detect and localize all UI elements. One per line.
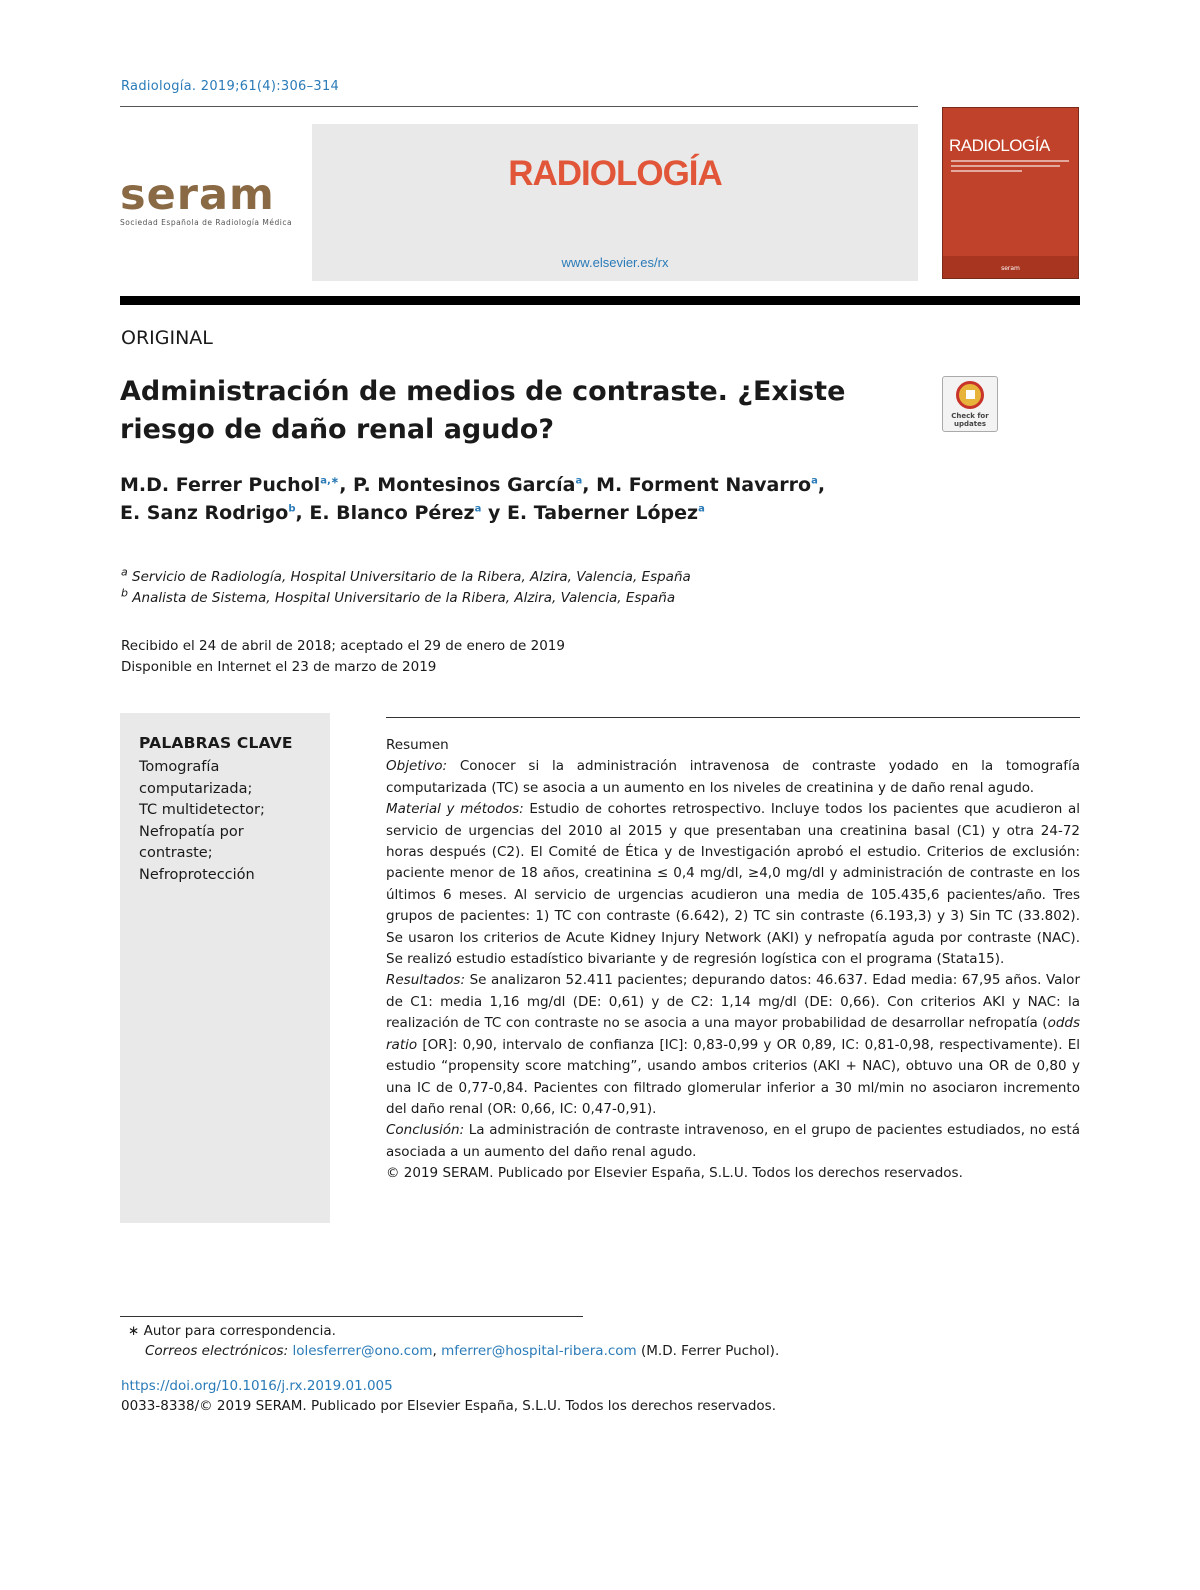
publisher-logo-word: seram: [120, 170, 275, 220]
issn-copyright: 0033-8338/© 2019 SERAM. Publicado por Elsevier España, S.L.U. Todos los derechos reservados.: [121, 1398, 777, 1414]
publisher-logo: [120, 172, 295, 227]
affiliation-item: $^b$ Analista de Sistema, Hospital Universitario de la Ribera, Alzira, Valencia, España: [121, 586, 676, 606]
author-affiliation-mark[interactable]: a: [474, 503, 482, 515]
keywords-list: [139, 757, 265, 886]
author-affiliation-mark[interactable]: a: [698, 503, 705, 515]
author-name: E. Blanco Pérez: [309, 502, 475, 524]
article-section-label: ORIGINAL: [121, 327, 213, 349]
journal-banner-title: RADIOLOGÍA: [508, 154, 722, 193]
journal-cover-text-lines: [951, 160, 1069, 175]
abstract-objective: Objetivo: Conocer si la administración intravenosa de contraste yodado en la tomografía computarizada (TC) se asocia a un aumento en los niveles de creatinina y de daño renal agudo.: [386, 758, 1081, 796]
author-affiliation-mark[interactable]: a: [811, 475, 818, 487]
publisher-logo-subtitle: Sociedad Española de Radiología Médica: [120, 218, 293, 227]
email-link[interactable]: mferrer@hospital-ribera.com: [441, 1343, 637, 1359]
author-affiliation-mark[interactable]: a,∗: [320, 475, 340, 487]
email-note: Correos electrónicos: lolesferrer@ono.com, mferrer@hospital-ribera.com (M.D. Ferrer Puchol).: [145, 1343, 780, 1359]
received-date: Recibido el 24 de abril de 2018; aceptado el 29 de enero de 2019: [121, 638, 565, 654]
author-list: M.D. Ferrer Puchol$^{a,∗}$, P. Montesinos García$^a$, M. Forment Navarro$^a$, E. Sanz Rodrigo$^b$, E. Blanco Pérez$^a$ y E. Taberner López$^a$: [120, 474, 826, 524]
journal-cover-footer-logo: seram: [1001, 265, 1020, 272]
abstract-conclusion: Conclusión: La administración de contraste intravenoso, en el grupo de pacientes estudiados, no está asociada a un aumento del daño renal agudo.: [386, 1122, 1080, 1160]
author-name: M. Forment Navarro: [596, 474, 812, 496]
author-name: M.D. Ferrer Puchol: [120, 474, 321, 496]
crossmark-badge[interactable]: [942, 376, 998, 432]
keyword-item: Tomografía: [139, 759, 220, 775]
abstract-results: Resultados: Se analizaron 52.411 pacientes; depurando datos: 46.637. Edad media: 67,95 años. Valor de C1: media 1,16 mg/dl (DE: 0,61) y de C2: 1,14 mg/dl (DE: 0,66). Con criterios AKI y NAC: la realización de TC con contraste no se asocia a una mayor probabilidad de desarrollar nefropatía (odds ratio [OR]: 0,90, intervalo de confianza [IC]: 0,83-0,99 y OR 0,89, IC: 0,81-0,98, respectivamente). El estudio “propensity score matching”, usando ambos criterios (AKI + NAC), obtuvo una OR de 0,80 y una IC de 0,77-0,84. Pacientes con filtrado glomerular inferior a 30 ml/min no asociaron incremento del daño renal (OR: 0,66, IC: 0,47-0,91).: [386, 972, 1080, 1117]
email-link[interactable]: lolesferrer@ono.com: [292, 1343, 433, 1359]
keyword-item: computarizada;: [139, 780, 253, 797]
keywords-box: [120, 713, 330, 1223]
journal-banner: [312, 124, 918, 281]
keyword-item: contraste;: [139, 845, 213, 861]
footnotes: [128, 1321, 779, 1361]
affiliations: [121, 567, 691, 609]
keyword-item: TC multidetector;: [139, 802, 265, 818]
corresponding-author-note: ∗ Autor para correspondencia.: [128, 1323, 336, 1339]
author-affiliation-mark[interactable]: a: [575, 475, 583, 487]
abstract: [386, 735, 1080, 1185]
article-title: Administración de medios de contraste. ¿Existe riesgo de daño renal agudo?: [120, 376, 846, 445]
abstract-heading: Resumen: [386, 737, 449, 753]
author-name: E. Taberner López: [506, 502, 699, 524]
footnote-divider: [120, 1316, 583, 1317]
abstract-divider: [386, 717, 1080, 718]
keyword-item: Nefroprotección: [139, 866, 255, 883]
journal-cover-image: [942, 107, 1079, 279]
author-affiliation-mark[interactable]: b: [288, 503, 296, 515]
crossmark-label: Check for updates: [951, 412, 989, 428]
article-dates: [121, 636, 565, 678]
keywords-heading: PALABRAS CLAVE: [139, 734, 293, 752]
online-date: Disponible en Internet el 23 de marzo de 2019: [121, 659, 437, 675]
journal-url-link[interactable]: www.elsevier.es/rx: [561, 255, 669, 270]
header-divider: [120, 106, 918, 107]
crossmark-icon: [956, 381, 984, 409]
abstract-copyright: © 2019 SERAM. Publicado por Elsevier España, S.L.U. Todos los derechos reservados.: [386, 1165, 963, 1182]
keyword-item: Nefropatía por: [139, 823, 244, 840]
doi-block: [121, 1376, 776, 1416]
doi-link[interactable]: https://doi.org/10.1016/j.rx.2019.01.005: [121, 1378, 393, 1394]
author-name: E. Sanz Rodrigo: [120, 502, 289, 524]
journal-cover-title: RADIOLOGÍA: [949, 136, 1050, 155]
abstract-methods: Material y métodos: Estudio de cohortes retrospectivo. Incluye todos los pacientes que acudieron al servicio de urgencias del 2010 al 2015 y que presentaban una creatinina basal (C1) y otra 24-72 horas después (C2). El Comité de Ética y de Investigación aprobó el estudio. Criterios de exclusión: paciente menor de 18 años, creatinina ≤ 0,4 mg/dl, ≥4,0 mg/dl y administración de contraste en los últimos 6 meses. Al servicio de urgencias acudieron una media de 105.435,6 pacientes/año. Tres grupos de pacientes: 1) TC con contraste (6.642), 2) TC sin contraste (6.193,3) y 3) Sin TC (33.802). Se usaron los criterios de Acute Kidney Injury Network (AKI) y nefropatía aguda por contraste (NAC). Se realizó estudio estadístico bivariante y de regresión logística con el programa (Stata15).: [386, 801, 1080, 968]
header-thick-divider: [120, 296, 1080, 305]
journal-citation[interactable]: Radiología. 2019;61(4):306–314: [121, 79, 340, 94]
author-name: P. Montesinos García: [353, 474, 576, 496]
affiliation-item: $^a$ Servicio de Radiología, Hospital Universitario de la Ribera, Alzira, Valencia, España: [121, 565, 691, 585]
